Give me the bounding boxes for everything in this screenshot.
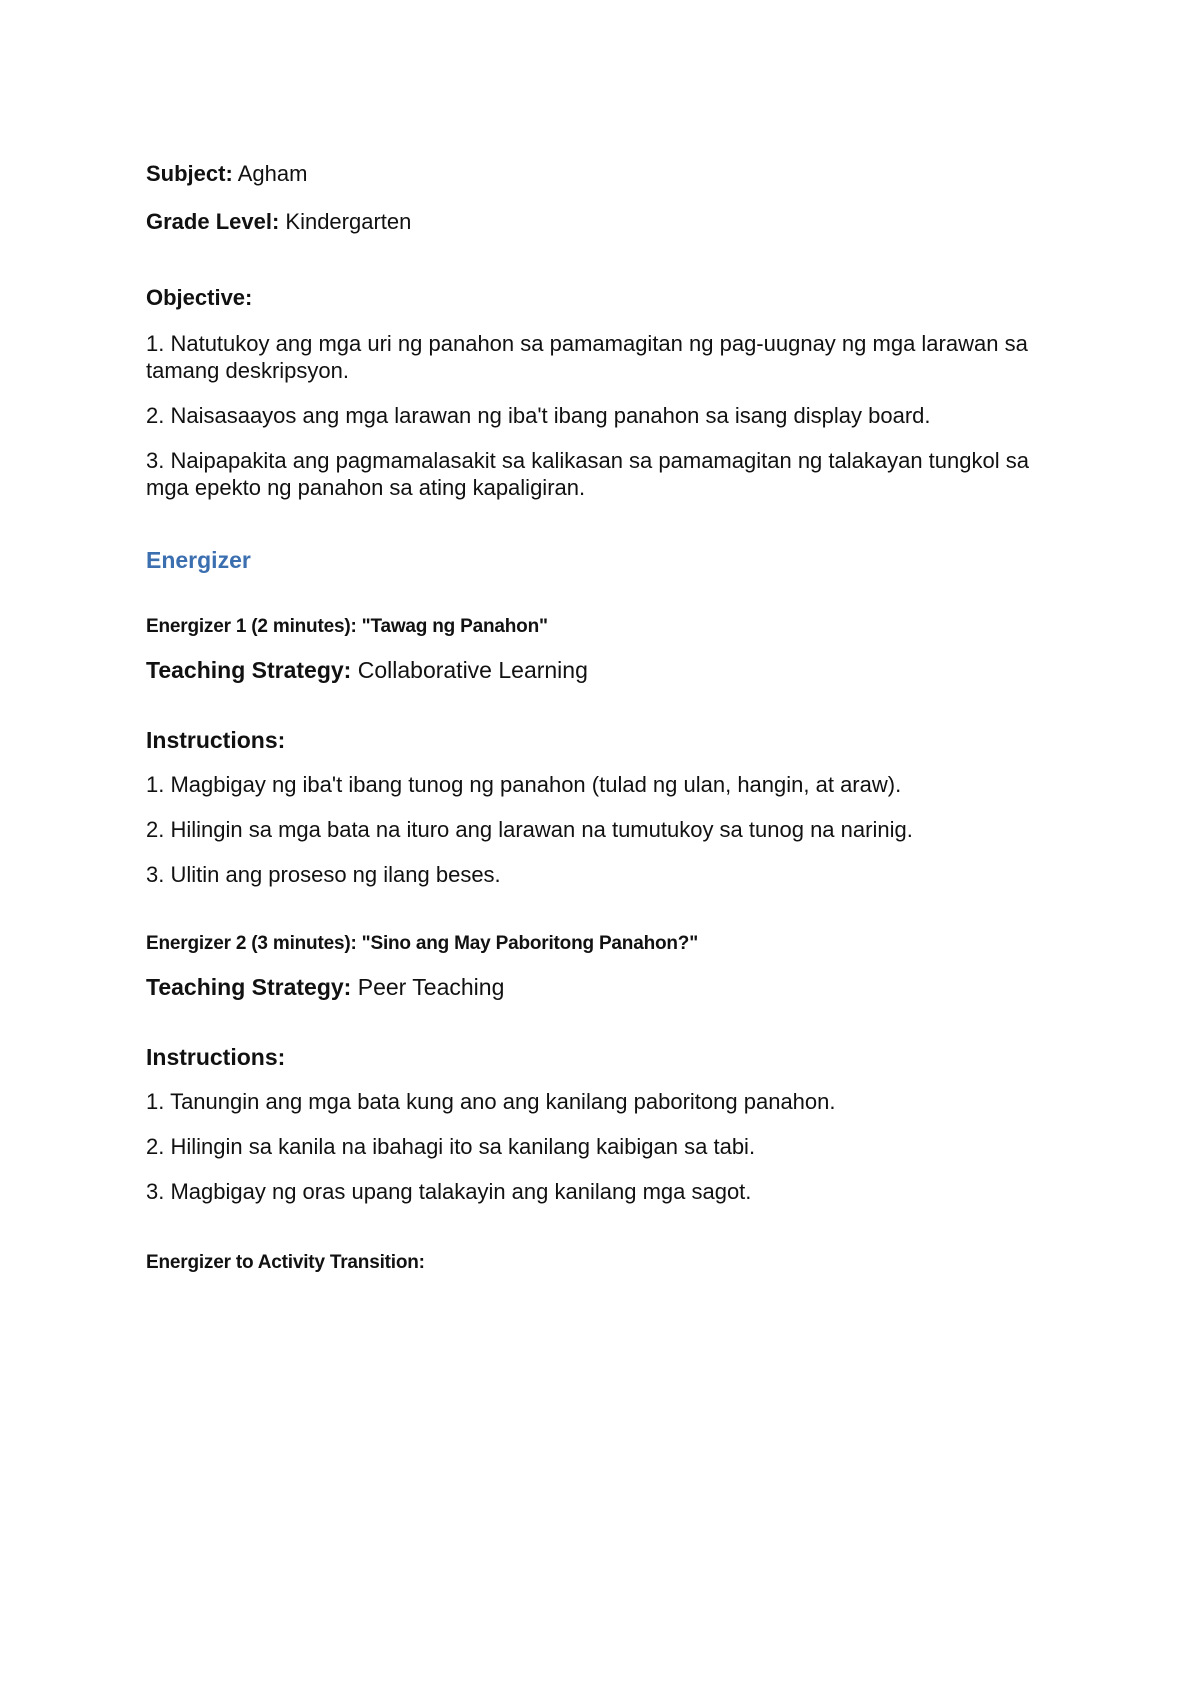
- energizer-1-instruction-2: 2. Hilingin sa mga bata na ituro ang larawan na tumutukoy sa tunog na narinig.: [146, 817, 913, 842]
- energizer-1-strategy-label: Teaching Strategy:: [146, 657, 352, 683]
- grade-level-line: [146, 208, 1046, 236]
- objective-item-3: 3. Naipapakita ang pagmamalasakit sa kalikasan sa pamamagitan ng talakayan tungkol sa mga epekto ng panahon sa ating kapaligiran.: [146, 448, 1029, 500]
- energizer-2-title: Energizer 2 (3 minutes): "Sino ang May Paboritong Panahon?": [146, 933, 699, 954]
- subject-line: [146, 160, 1046, 188]
- subject-value: Agham: [232, 161, 308, 186]
- energizer-2-instruction-2: 2. Hilingin sa kanila na ibahagi ito sa kanilang kaibigan sa tabi.: [146, 1134, 756, 1159]
- document-page: [146, 160, 1046, 1291]
- energizer-2-instructions-label: Instructions:: [146, 1044, 286, 1070]
- energizer-2-strategy-label: Teaching Strategy:: [146, 974, 352, 1000]
- objective-item-2: 2. Naisasaayos ang mga larawan ng iba't ibang panahon sa isang display board.: [146, 403, 931, 428]
- energizer-1-strategy-value: Collaborative Learning: [351, 657, 588, 683]
- energizer-1-title: Energizer 1 (2 minutes): "Tawag ng Panahon": [146, 616, 548, 637]
- energizer-2-strategy: [146, 972, 1046, 1002]
- energizer-1-strategy: [146, 655, 1046, 685]
- objective-item-1: 1. Natutukoy ang mga uri ng panahon sa pamamagitan ng pag-uugnay ng mga larawan sa tamang deskripsyon.: [146, 331, 1028, 383]
- energizer-2-instruction-1: 1. Tanungin ang mga bata kung ano ang kanilang paboritong panahon.: [146, 1089, 836, 1114]
- energizer-heading: Energizer: [146, 547, 251, 573]
- energizer-1-instructions-label: Instructions:: [146, 727, 286, 753]
- grade-level-value: Kindergarten: [279, 209, 412, 234]
- subject-label: Subject:: [146, 161, 233, 186]
- transition-label: Energizer to Activity Transition:: [146, 1252, 425, 1273]
- energizer-2-strategy-value: Peer Teaching: [351, 974, 505, 1000]
- energizer-1-instruction-3: 3. Ulitin ang proseso ng ilang beses.: [146, 862, 501, 887]
- energizer-1-instruction-1: 1. Magbigay ng iba't ibang tunog ng panahon (tulad ng ulan, hangin, at araw).: [146, 772, 902, 797]
- grade-level-label: Grade Level:: [146, 209, 280, 234]
- objective-label: Objective:: [146, 285, 253, 310]
- energizer-2-instruction-3: 3. Magbigay ng oras upang talakayin ang kanilang mga sagot.: [146, 1179, 752, 1204]
